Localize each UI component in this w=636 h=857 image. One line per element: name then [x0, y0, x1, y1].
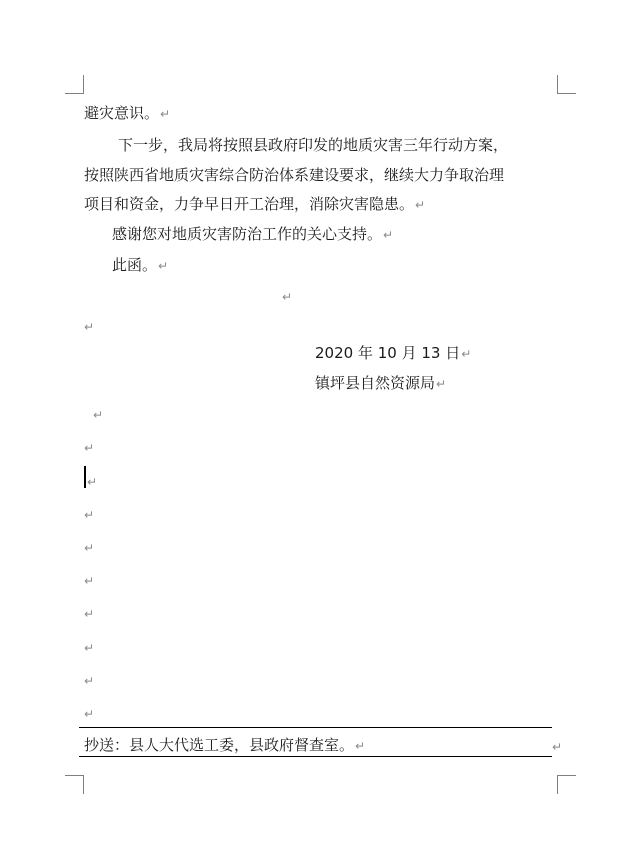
- text-line-6[interactable]: [112, 256, 168, 275]
- paragraph-mark-icon: ↵: [84, 320, 95, 334]
- text-cursor: [84, 466, 86, 488]
- top-right-margin-mark: [557, 75, 576, 94]
- cc-line[interactable]: [84, 736, 365, 755]
- text-line-1[interactable]: [84, 104, 170, 123]
- paragraph-mark-icon: ↵: [436, 377, 447, 391]
- body-text: 按照陕西省地质灾害综合防治体系建设要求，继续大力争取治理: [84, 166, 505, 184]
- paragraph-mark-icon: ↵: [84, 607, 95, 621]
- org-text: 镇坪县自然资源局: [315, 374, 436, 392]
- paragraph-mark-icon: ↵: [93, 408, 104, 422]
- paragraph-mark-icon: ↵: [84, 574, 95, 588]
- paragraph-mark-icon: ↵: [383, 228, 394, 242]
- text-line-5[interactable]: [112, 225, 393, 244]
- text-line-2[interactable]: [118, 136, 508, 154]
- paragraph-mark-icon: ↵: [84, 707, 95, 721]
- bottom-right-margin-mark: [557, 775, 576, 794]
- cc-text: 抄送：县人大代选工委，县政府督查室。: [84, 736, 355, 754]
- paragraph-mark-icon: ↵: [87, 475, 98, 489]
- paragraph-mark-icon: ↵: [84, 641, 95, 655]
- paragraph-mark-icon: ↵: [415, 198, 426, 212]
- cc-bottom-rule: [79, 756, 552, 757]
- paragraph-mark-icon: ↵: [355, 739, 366, 753]
- date-text: 2020 年 10 月 13 日: [315, 344, 461, 362]
- body-text: 项目和资金，力争早日开工治理，消除灾害隐患。: [84, 195, 415, 213]
- body-text: 下一步，我局将按照县政府印发的地质灾害三年行动方案，: [118, 136, 509, 154]
- signature-org[interactable]: [315, 374, 446, 393]
- paragraph-mark-icon: ↵: [84, 508, 95, 522]
- signature-date[interactable]: [315, 344, 471, 363]
- paragraph-mark-icon: ↵: [158, 259, 169, 273]
- text-line-4[interactable]: [84, 195, 425, 214]
- bottom-left-margin-mark: [65, 775, 84, 794]
- body-text: 此函。: [112, 256, 158, 274]
- top-left-margin-mark: [65, 75, 84, 94]
- body-text: 避灾意识。: [84, 104, 160, 122]
- paragraph-mark-icon: ↵: [84, 674, 95, 688]
- cc-top-rule: [79, 727, 552, 728]
- paragraph-mark-icon: ↵: [84, 441, 95, 455]
- paragraph-mark-icon: ↵: [84, 541, 95, 555]
- paragraph-mark-icon: ↵: [160, 107, 171, 121]
- body-text: 感谢您对地质灾害防治工作的关心支持。: [112, 225, 383, 243]
- paragraph-mark-icon: ↵: [282, 290, 293, 304]
- paragraph-mark-icon: ↵: [552, 740, 563, 754]
- text-line-3[interactable]: [84, 166, 504, 184]
- paragraph-mark-icon: ↵: [461, 347, 472, 361]
